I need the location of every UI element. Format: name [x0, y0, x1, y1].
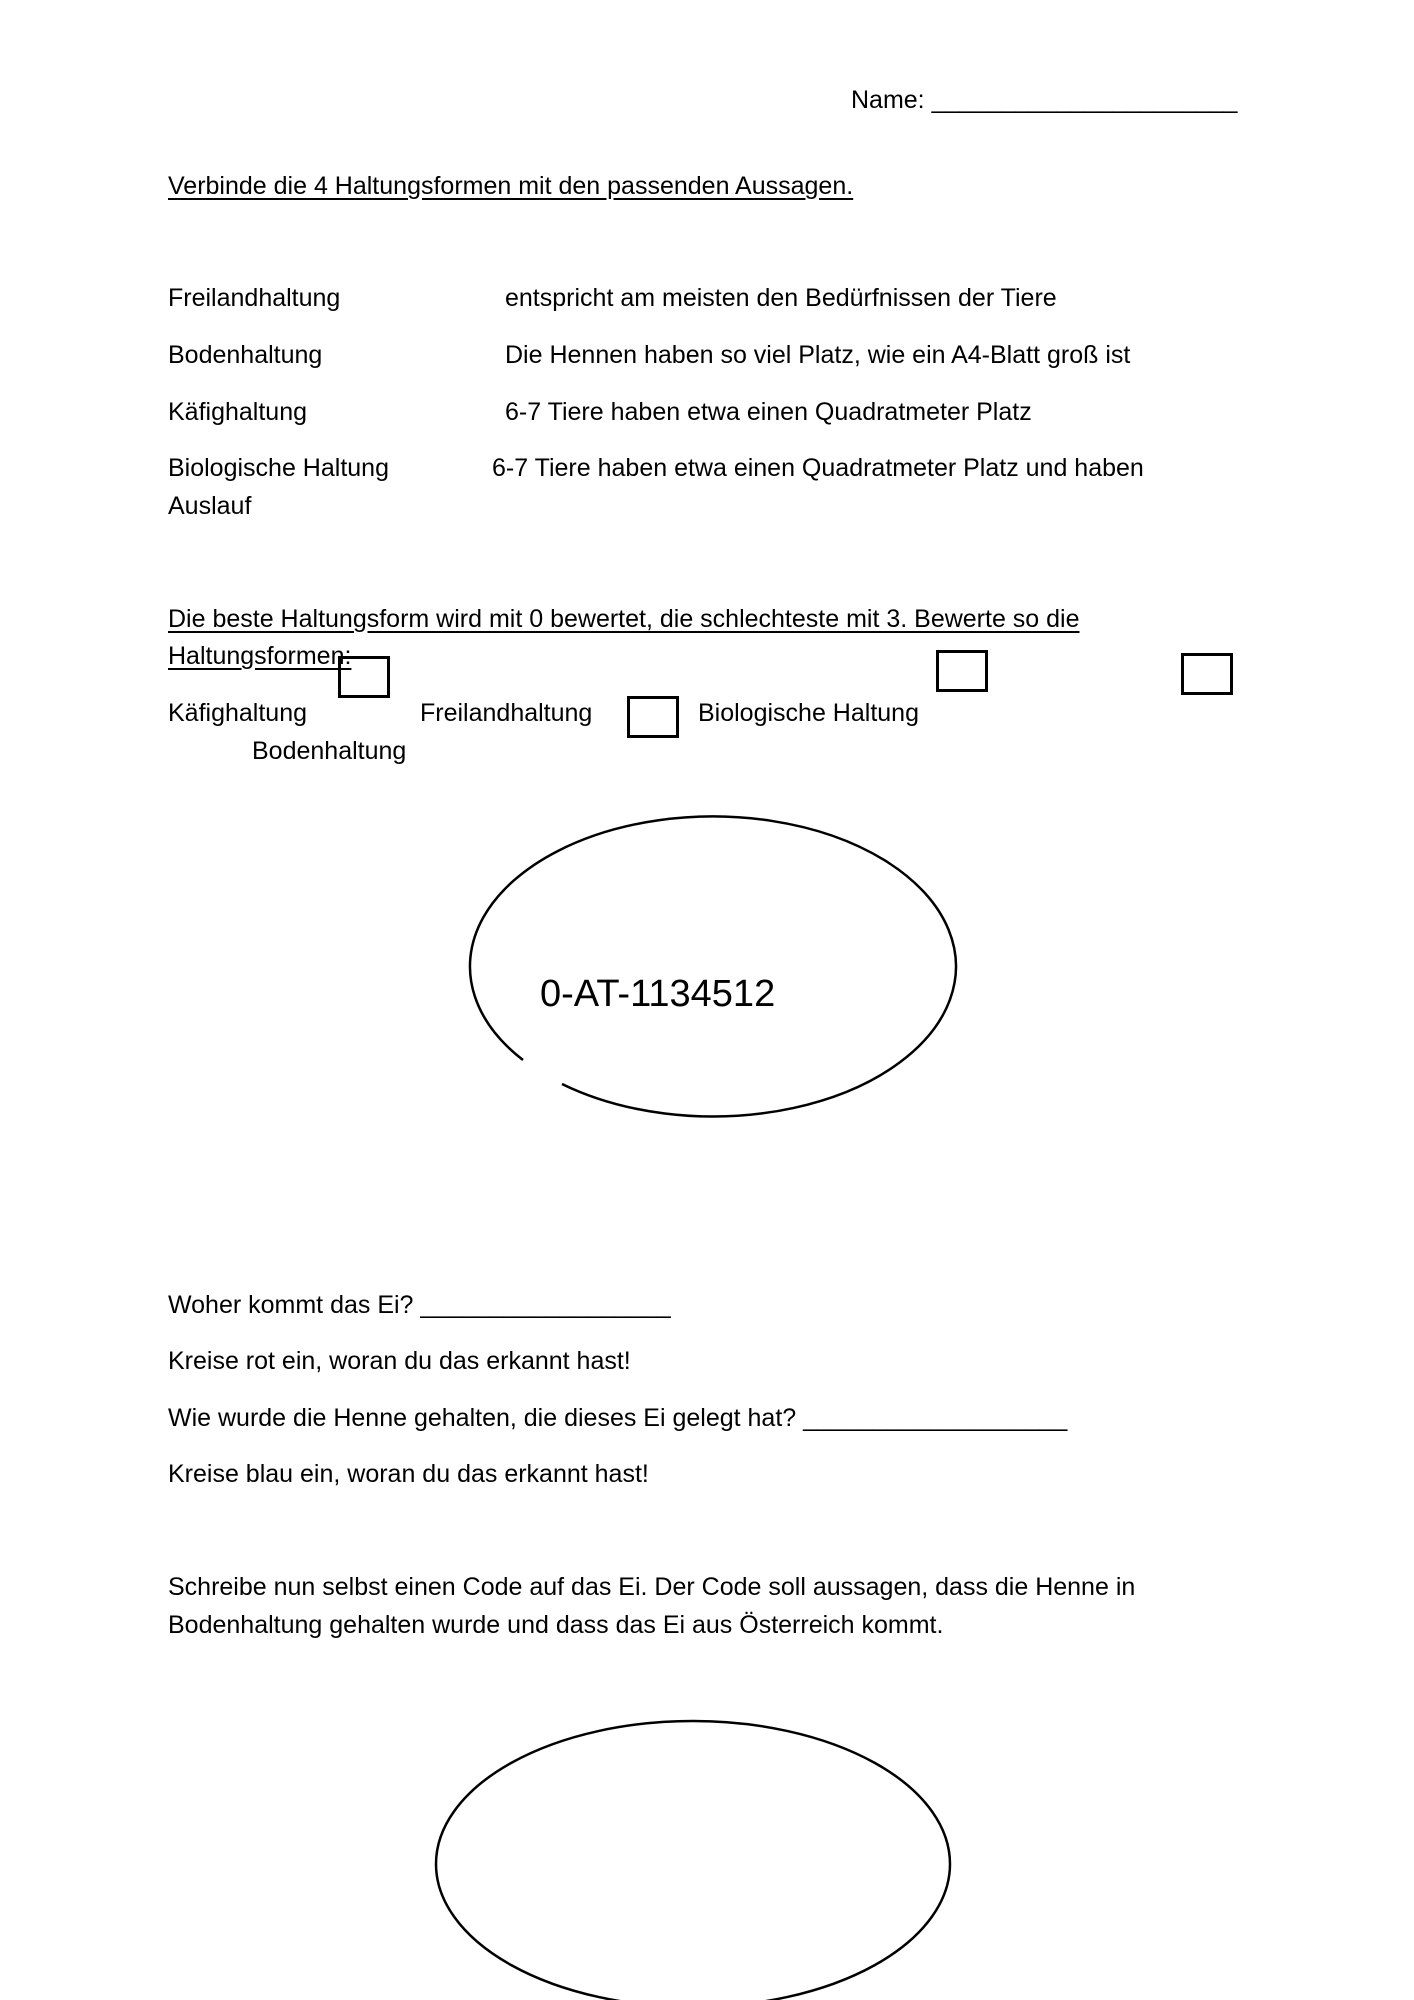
statement-3: 6-7 Tiere haben etwa einen Quadratmeter Platz — [505, 398, 1032, 426]
section1-instruction: Verbinde die 4 Haltungsformen mit den passenden Aussagen. — [168, 172, 854, 200]
empty-egg-drawing-area[interactable] — [433, 1718, 953, 2000]
egg-with-code — [458, 808, 953, 1118]
rating-label-freilandhaltung: Freilandhaltung — [420, 699, 593, 727]
rating-label-bodenhaltung: Bodenhaltung — [252, 737, 407, 765]
rating-box-bodenhaltung[interactable] — [1181, 653, 1233, 695]
rating-box-kaefighaltung[interactable] — [338, 656, 390, 698]
rating-box-biologische-haltung[interactable] — [936, 650, 988, 692]
question-husbandry[interactable]: Wie wurde die Henne gehalten, die dieses Ei gelegt hat? ___________________ — [168, 1404, 1068, 1432]
question-origin[interactable]: Woher kommt das Ei? __________________ — [168, 1291, 671, 1319]
rating-label-biologische-haltung: Biologische Haltung — [698, 699, 919, 727]
form-freilandhaltung: Freilandhaltung — [168, 284, 341, 312]
statement-4-continuation: Auslauf — [168, 492, 252, 520]
form-bodenhaltung: Bodenhaltung — [168, 341, 323, 369]
statement-1: entspricht am meisten den Bedürfnissen der Tiere — [505, 284, 1057, 312]
hint-circle-blue: Kreise blau ein, woran du das erkannt hast! — [168, 1460, 649, 1488]
rating-box-freilandhaltung[interactable] — [627, 696, 679, 738]
rating-label-kaefighaltung: Käfighaltung — [168, 699, 308, 727]
section4-instruction-line1: Schreibe nun selbst einen Code auf das Ei. Der Code soll aussagen, dass die Henne in — [168, 1573, 1136, 1601]
section2-instruction-line1: Die beste Haltungsform wird mit 0 bewertet, die schlechteste mit 3. Bewerte so die — [168, 605, 1080, 633]
form-kaefighaltung: Käfighaltung — [168, 398, 308, 426]
hint-circle-red: Kreise rot ein, woran du das erkannt hast! — [168, 1347, 631, 1375]
egg-code: 0-AT-1134512 — [540, 973, 776, 1015]
statement-4: 6-7 Tiere haben etwa einen Quadratmeter Platz und haben — [492, 454, 1144, 482]
section4-instruction-line2: Bodenhaltung gehalten wurde und dass das Ei aus Österreich kommt. — [168, 1611, 944, 1639]
name-field-label[interactable]: Name: ______________________ — [851, 86, 1238, 114]
form-biologische-haltung: Biologische Haltung — [168, 454, 389, 482]
statement-2: Die Hennen haben so viel Platz, wie ein A4-Blatt groß ist — [505, 341, 1131, 369]
section2-instruction-line2: Haltungsformen: — [168, 642, 352, 670]
